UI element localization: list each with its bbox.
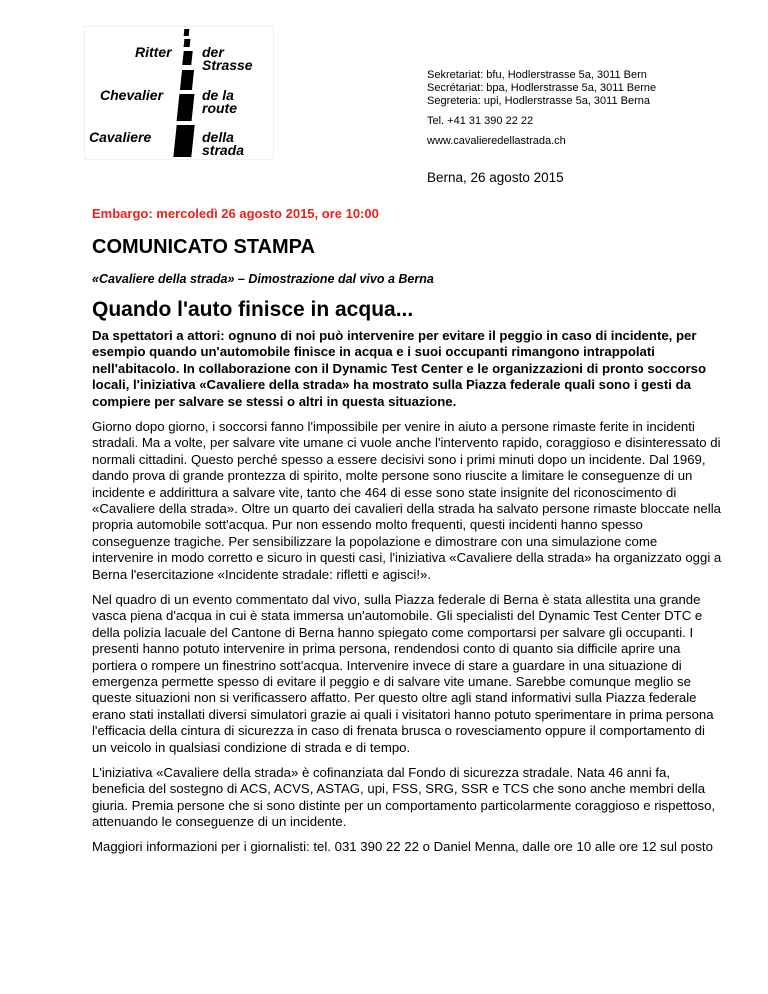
- phone: Tel. +41 31 390 22 22: [427, 115, 534, 127]
- contact-block: [427, 69, 656, 148]
- logo-road-stripe: [173, 125, 194, 157]
- article-title: Quando l'auto finisce in acqua...: [92, 298, 414, 321]
- logo-road-stripe: [184, 29, 190, 36]
- logo-road-stripe: [180, 70, 194, 90]
- logo-word: Strasse: [202, 57, 253, 73]
- website-link[interactable]: www.cavalieredellastrada.ch: [427, 135, 566, 147]
- doc-heading: COMUNICATO STAMPA: [92, 236, 315, 258]
- logo: [84, 26, 274, 160]
- embargo-notice: Embargo: mercoledì 26 agosto 2015, ore 10:00: [92, 206, 379, 221]
- logo-road-stripe: [182, 51, 192, 65]
- lead-paragraph: Da spettatori a attori: ognuno di noi può intervenire per evitare il peggio in caso di incidente, per esempio quando un'automobile finisce in acqua e i suoi occupanti rimangono intrappolati nell'abitacolo. In collaborazione con il Dynamic Test Center e le organizzazioni di pronto soccorso locali, l'iniziativa «Cavaliere della strada» ha mostrato sulla Piazza federale quali sono i gesti da compiere per salvare se stessi o altri in questa situazione.: [92, 328, 707, 409]
- body-paragraph: L'iniziativa «Cavaliere della strada» è cofinanziata dal Fondo di sicurezza stradale. Nata 46 anni fa, beneficia del sostegno di ACS, ACVS, ASTAG, upi, FSS, SRG, SSR e TCS che sono anche membri della giuria. Premia persone che si sono distinte per un comportamento particolarmente coraggioso e rispettoso, attenuando le conseguenze di un incidente.: [92, 765, 716, 830]
- logo-word: strada: [202, 142, 245, 158]
- address-fr: Secrétariat: bpa, Hodlerstrasse 5a, 3011 Berne: [427, 82, 657, 94]
- logo-word: route: [202, 100, 237, 116]
- logo-word: Cavaliere: [89, 129, 152, 145]
- body-paragraph: Giorno dopo giorno, i soccorsi fanno l'impossibile per venire in aiuto a persone rimaste ferite in incidenti stradali. Ma a volte, per salvare vite umane ci vuole anche l'intervento rapido, coraggioso e disinteressato di normali cittadini. Questo perché spesso a essere decisivi sono i primi minuti dopo un incidente. Dal 1969, dando prova di grande prontezza di spirito, molte persone sono riuscite a limitare le conseguenze di un incidente e addirittura a salvare vite, tanto che 464 di esse sono state insignite del riconoscimento di «Cavaliere della strada». Oltre un quarto dei cavalieri della strada ha salvato persone rimaste bloccate nella propria automobile sott'acqua. Pur non essendo molto frequenti, questi incidenti hanno spesso conseguenze tragiche. Per sensibilizzare la popolazione e dimostrare con una simulazione come intervenire in modo corretto e sicuro in questi casi, l'iniziativa «Cavaliere della strada» ha organizzato oggi a Berna l'esercitazione «Incidente stradale: rifletti e agisci!».: [92, 419, 722, 582]
- logo-word: Ritter: [135, 44, 172, 60]
- logo-word: der: [202, 44, 224, 60]
- logo-word: de la: [202, 87, 234, 103]
- body-paragraph: Nel quadro di un evento commentato dal vivo, sulla Piazza federale di Berna è stata allestita una grande vasca piena d'acqua in cui è stata immersa un'automobile. Gli specialisti del Dynamic Test Center DTC e della polizia lacuale del Cantone di Berna hanno spiegato come comportarsi per salvare gli occupanti. I presenti hanno potuto intervenire in prima persona, rendendosi conto di quanto sia difficile aprire una portiera o rompere un finestrino sott'acqua. Intervenire invece di stare a guardare in una situazione di emergenza permette spesso di evitare il peggio e di salvare vite umane. Sarebbe comunque meglio se queste situazioni non si verificassero affatto. Per questo oltre agli stand informativi sulla Piazza federale erano stati installati diversi simulatori grazie ai quali i visitatori hanno potuto sperimentare in prima persona l'efficacia della cintura di sicurezza in caso di frenata brusca o rovesciamento oppure il comportamento di un veicolo in qualsiasi condizione di strada e di tempo.: [92, 592, 714, 755]
- contact-paragraph: Maggiori informazioni per i giornalisti: tel. 031 390 22 22 o Daniel Menna, dalle ore 10 alle ore 12 sul posto: [92, 839, 713, 854]
- logo-road-stripe: [177, 94, 195, 121]
- doc-subtitle: «Cavaliere della strada» – Dimostrazione dal vivo a Berna: [92, 272, 434, 286]
- address-it: Segreteria: upi, Hodlerstrasse 5a, 3011 Berna: [427, 95, 650, 107]
- date: Berna, 26 agosto 2015: [427, 170, 564, 185]
- logo-word: della: [202, 129, 234, 145]
- logo-road-stripe: [184, 39, 191, 47]
- address-de: Sekretariat: bfu, Hodlerstrasse 5a, 3011 Bern: [427, 69, 647, 81]
- logo-word: Chevalier: [100, 87, 164, 103]
